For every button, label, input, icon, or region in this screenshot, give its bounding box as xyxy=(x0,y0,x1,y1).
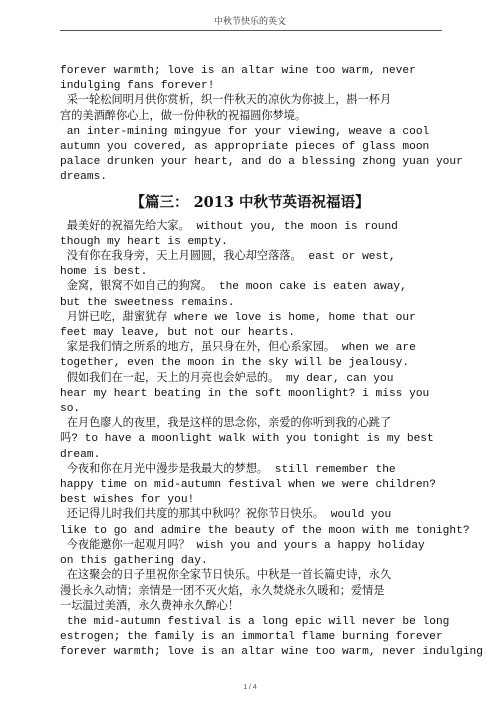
text-line: dream. xyxy=(60,448,101,461)
text-line: 月饼已吃，甜蜜犹存 where we love is home, home that our xyxy=(60,311,416,324)
text-line: 一坛温过美酒，永久费神永久醉心！ xyxy=(60,600,240,613)
text-line: an inter-mining mingyue for your viewing, weave a cool xyxy=(60,125,430,138)
text-line: 在这聚会的日子里祝你全家节日快乐。中秋是一首长篇史诗，永久 xyxy=(60,570,392,583)
text-line: hear my heart beating in the soft moonlight? i miss you xyxy=(60,387,430,400)
text-line: 最美好的祝福先给大家。 without you, the moon is round xyxy=(60,220,398,233)
text-line: the mid-autumn festival is a long epic will never be long xyxy=(60,615,450,628)
text-line: so. xyxy=(60,403,81,416)
paragraph-after-heading xyxy=(60,220,483,661)
text-line: estrogen; the family is an immortal flame burning forever xyxy=(60,631,443,644)
text-line: dreams. xyxy=(60,171,107,184)
text-line: forever warmth; love is an altar wine too warm, never indulging xyxy=(60,646,483,659)
text-line: though my heart is empty. xyxy=(60,235,228,248)
text-line: 假如我们在一起，天上的月亮也会妒忌的。 my dear, can you xyxy=(60,372,394,385)
text-line: 今夜和你在月光中漫步是我最大的梦想。 still remember the xyxy=(60,463,396,476)
text-line: 还记得儿时我们共度的那其中秋吗？祝你节日快乐。 would you xyxy=(60,509,392,522)
text-line: indulging fans forever! xyxy=(60,80,215,93)
text-line: happy time on mid-autumn festival when we were children? xyxy=(60,479,436,492)
document-body xyxy=(60,64,483,661)
text-line: but the sweetness remains. xyxy=(60,296,235,309)
text-line: on this gathering day. xyxy=(60,555,208,568)
page-header-title: 中秋节快乐的英文 xyxy=(213,17,286,27)
text-line: 吗? to have a moonlight walk with you tonight is my best xyxy=(60,433,434,446)
text-line: 金窝，银窝不如自己的狗窝。 the moon cake is eaten away, xyxy=(60,281,407,294)
text-line: 家是我们情之所系的地方，虽只身在外，但心系家园。 when we are xyxy=(60,342,416,355)
text-line: feet may leave, but not our hearts. xyxy=(60,327,295,340)
text-line: 宫的美酒醉你心上，做一份仲秋的祝福圆你梦境。 xyxy=(60,110,307,123)
text-line: 漫长永久动情；亲情是一团不灭火焰，永久焚烧永久暖和；爱情是 xyxy=(60,585,385,598)
text-line: 采一轮松间明月供你赏析，织一件秋天的凉伙为你披上，斟一杯月 xyxy=(60,95,392,108)
text-line: 今夜能邀你一起观月吗？ wish you and yours a happy holiday xyxy=(60,539,425,552)
text-line: autumn you covered, as appropriate pieces of glass moon xyxy=(60,141,430,154)
page-number: 1 / 4 xyxy=(243,684,257,691)
paragraph-before-heading xyxy=(60,64,463,186)
text-line: best wishes for you! xyxy=(60,494,195,507)
text-line: like to go and admire the beauty of the moon with me tonight? xyxy=(60,524,470,537)
text-line: together, even the moon in the sky will be jealousy. xyxy=(60,357,410,370)
section-heading: 【篇三： 2013 中秋节英语祝福语】 xyxy=(130,193,370,211)
text-line: palace drunken your heart, and do a blessing zhong yuan your xyxy=(60,156,463,169)
text-line: home is best. xyxy=(60,266,148,279)
text-line: 没有你在我身旁，天上月圆圆，我心却空落落。 east or west, xyxy=(60,251,396,264)
header-rule xyxy=(60,30,442,31)
text-line: 在月色廖人的夜里，我是这样的思念你，亲爱的你听到我的心跳了 xyxy=(60,418,392,431)
text-line: forever warmth; love is an altar wine too warm, never xyxy=(60,65,416,77)
